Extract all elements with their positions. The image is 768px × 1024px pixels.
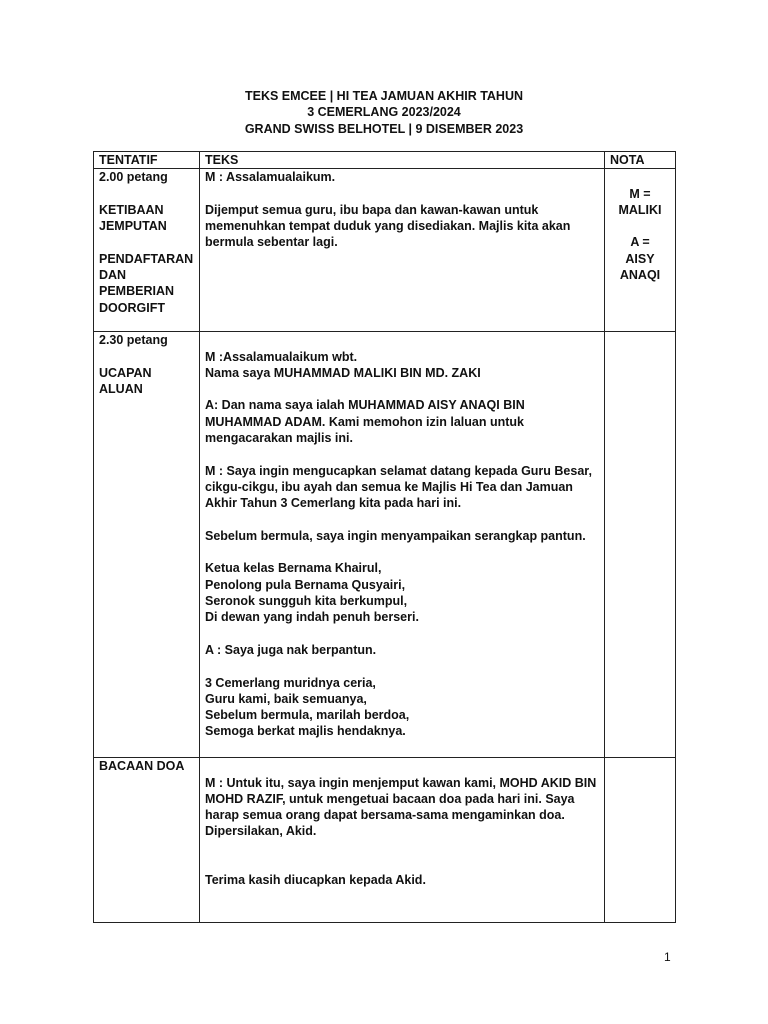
- nota-line: A =: [630, 235, 650, 250]
- document-title: TEKS EMCEE | HI TEA JAMUAN AKHIR TAHUN: [244, 89, 524, 103]
- schedule-item: PENDAFTARAN: [99, 251, 194, 266]
- document-header: [0, 88, 768, 137]
- pantun-line: Seronok sungguh kita berkumpul,: [205, 594, 408, 609]
- schedule-item: DOORGIFT: [99, 300, 165, 315]
- script-line: MOHD RAZIF, untuk mengetuai bacaan doa pada hari ini. Saya: [205, 791, 575, 806]
- script-line: memenuhkan tempat duduk yang disediakan. Majlis kita akan: [205, 219, 571, 234]
- pantun-line: 3 Cemerlang muridnya ceria,: [205, 675, 376, 690]
- tentatif-cell: [94, 758, 200, 923]
- nota-line: M =: [629, 186, 651, 201]
- script-line: Terima kasih diucapkan kepada Akid.: [205, 873, 426, 888]
- script-line: Akhir Tahun 3 Cemerlang kita pada hari ini.: [205, 496, 462, 511]
- table-row: [94, 169, 676, 332]
- schedule-item: JEMPUTAN: [99, 219, 167, 234]
- nota-cell: [605, 169, 676, 332]
- script-line: cikgu-cikgu, ibu ayah dan semua ke Majlis Hi Tea dan Jamuan: [205, 479, 573, 494]
- nota-line: AISY: [625, 251, 655, 266]
- script-line: mengacarakan majlis ini.: [205, 431, 353, 446]
- schedule-item: BACAAN DOA: [99, 759, 185, 774]
- script-line: Sebelum bermula, saya ingin menyampaikan serangkap pantun.: [205, 528, 586, 543]
- teks-cell: [200, 332, 605, 758]
- pantun-line: Di dewan yang indah penuh berseri.: [205, 610, 419, 625]
- document-subtitle-class: 3 CEMERLANG 2023/2024: [307, 105, 461, 120]
- script-line: MUHAMMAD ADAM. Kami memohon izin laluan untuk: [205, 414, 524, 429]
- script-line: M : Assalamualaikum.: [205, 170, 336, 185]
- nota-cell: [605, 332, 676, 758]
- pantun-line: Guru kami, baik semuanya,: [205, 691, 367, 706]
- script-line: Dipersilakan, Akid.: [205, 824, 317, 839]
- document-subtitle-venue-date: GRAND SWISS BELHOTEL | 9 DISEMBER 2023: [244, 121, 524, 136]
- schedule-item: ALUAN: [99, 382, 143, 397]
- pantun-line: Penolong pula Bernama Qusyairi,: [205, 577, 406, 592]
- schedule-time: 2.00 petang: [99, 170, 168, 185]
- nota-line: ANAQI: [619, 268, 661, 283]
- script-line: bermula sebentar lagi.: [205, 235, 338, 250]
- pantun-line: Ketua kelas Bernama Khairul,: [205, 561, 382, 576]
- table-row: [94, 332, 676, 758]
- teks-cell: [200, 758, 605, 923]
- script-line: M :Assalamualaikum wbt.: [205, 349, 358, 364]
- emcee-script-table: [93, 151, 676, 923]
- tentatif-cell: [94, 332, 200, 758]
- teks-cell: [200, 169, 605, 332]
- pantun-line: Sebelum bermula, marilah berdoa,: [205, 708, 410, 723]
- schedule-item: DAN: [99, 268, 127, 283]
- script-line: harap semua orang dapat bersama-sama mengaminkan doa.: [205, 808, 565, 823]
- script-line: Nama saya MUHAMMAD MALIKI BIN MD. ZAKI: [205, 365, 481, 380]
- script-line: A: Dan nama saya ialah MUHAMMAD AISY ANAQI BIN: [205, 398, 525, 413]
- table-header-row: [94, 152, 676, 169]
- schedule-item: UCAPAN: [99, 365, 152, 380]
- pantun-line: Semoga berkat majlis hendaknya.: [205, 724, 406, 739]
- nota-cell: [605, 758, 676, 923]
- schedule-item: KETIBAAN: [99, 202, 164, 217]
- tentatif-cell: [94, 169, 200, 332]
- script-line: A : Saya juga nak berpantun.: [205, 642, 377, 657]
- schedule-item: PEMBERIAN: [99, 284, 175, 299]
- script-line: M : Untuk itu, saya ingin menjemput kawan kami, MOHD AKID BIN: [205, 775, 597, 790]
- column-header-nota: NOTA: [605, 152, 676, 169]
- script-line: Dijemput semua guru, ibu bapa dan kawan-kawan untuk: [205, 202, 539, 217]
- nota-line: MALIKI: [618, 202, 662, 217]
- table-row: [94, 758, 676, 923]
- script-line: M : Saya ingin mengucapkan selamat datang kepada Guru Besar,: [205, 463, 592, 478]
- page-number: 1: [664, 950, 671, 964]
- schedule-time: 2.30 petang: [99, 333, 168, 348]
- column-header-tentatif: TENTATIF: [94, 152, 200, 169]
- column-header-teks: TEKS: [200, 152, 605, 169]
